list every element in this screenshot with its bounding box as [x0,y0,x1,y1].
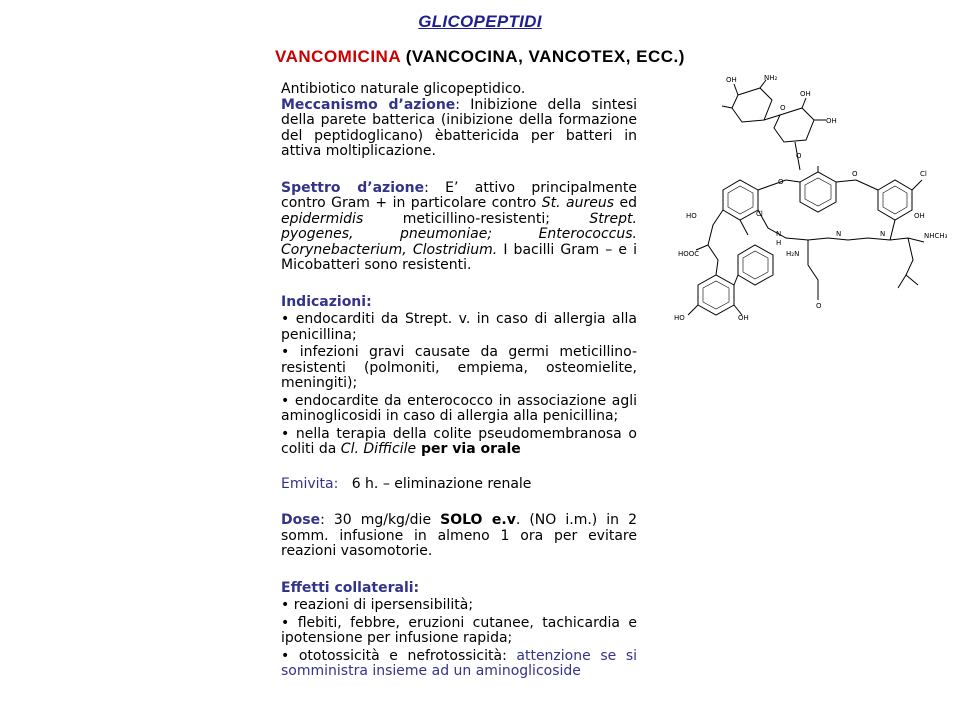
half-life-sep: : [333,475,339,492]
indication-item: • endocarditi da Strept. v. in caso di allergia alla penicillina; [281,311,637,343]
half-life-paragraph [281,477,637,493]
spectrum-text: ed [614,195,638,211]
indications-label: Indicazioni: [281,293,372,310]
dose-text: . (NO i.m.) in 2 somm. infusione in almeno 1 ora per evitare reazioni vasomotorie. [281,512,638,559]
spectrum-italic: epidermidis [281,210,364,227]
label-o: O [796,152,802,160]
page-subtitle [0,47,960,67]
label-h: H [776,239,782,247]
indication-item: • endocardite da enterococco in associazione agli aminoglicosidi in caso di allergia alla penicillina; [281,392,637,424]
label-n: N [880,230,886,238]
spectrum-text: meticillino-resistenti; [363,210,590,227]
indication-italic: Cl. Difficile [340,441,417,457]
label-nhch3: NHCH₃ [924,232,948,240]
mechanism-text: : Inibizione della sintesi della parete batterica (inibizione della formazione del peptidoglicano) èbattericida per batteri in attiva moltiplicazione. [281,96,637,159]
label-o: O [778,178,784,186]
label-nh2: NH₂ [764,74,778,82]
label-oh: OH [726,76,737,84]
side-effect-text: • ototossicità e nefrotossicità: [281,647,517,664]
vancomycin-structure [668,70,948,325]
dose-label: Dose [281,512,321,528]
half-life-label: Emivita [281,475,334,492]
label-h2n: H₂N [786,250,800,258]
drug-name: VANCOMICINA [275,47,401,66]
label-o: O [852,170,858,178]
dose-paragraph [281,513,637,560]
indication-item: • infezioni gravi causate da germi meticillino-resistenti (polmoniti, empiema, osteomielite, meningiti); [281,344,637,391]
label-ho: HO [674,314,685,322]
spectrum-label: Spettro d’azione [281,179,425,196]
mechanism-paragraph [281,98,637,160]
label-oh: OH [914,212,925,220]
label-o: O [780,104,786,112]
content-body [281,82,637,680]
side-effect-item: • reazioni di ipersensibilità; [281,597,474,613]
dose-text: : 30 mg/kg/die [320,512,441,528]
label-ho: HO [686,212,697,220]
label-cl: Cl [756,210,763,218]
indication-item [281,427,637,458]
half-life-text: 6 h. – eliminazione renale [351,475,532,492]
side-effect-item [281,649,637,680]
dose-bold: SOLO e.v [440,512,516,528]
label-hooc: HOOC [678,250,700,258]
intro-text: Antibiotico naturale glicopeptidico. [281,81,526,97]
side-effect-item: • flebiti, febbre, eruzioni cutanee, tachicardia e ipotensione per infusione rapida; [281,614,637,646]
spectrum-text: I bacilli Gram – e i Micobatteri sono resistenti. [281,241,637,273]
side-effects-label: Effetti collaterali: [281,579,420,596]
spectrum-text: : E’ attivo principalmente contro Gram + in particolare contro [281,179,637,211]
label-n: N [836,230,842,238]
label-oh: OH [800,90,811,98]
structure-labels [674,74,948,322]
mechanism-label: Meccanismo d’azione [281,96,456,113]
indication-bold: per via orale [416,441,521,457]
brand-names: (VANCOCINA, VANCOTEX, ECC.) [400,47,685,66]
spectrum-italic: St. aureus [541,195,615,211]
label-n: N [776,230,782,238]
label-cl: Cl [920,170,927,178]
indication-text: • nella terapia della colite pseudomembranosa o coliti da [281,425,637,457]
spectrum-italic: Strept. pyogenes, pneumoniae; Enterococcus. Corynebacterium, Clostridium. [281,210,637,258]
label-oh: OH [738,314,749,322]
page-title: GLICOPEPTIDI [418,12,542,31]
spectrum-paragraph [281,181,637,274]
label-oh: OH [826,117,837,125]
side-effect-warning: attenzione se si somministra insieme ad un aminoglicoside [281,647,638,679]
label-o: O [816,302,822,310]
